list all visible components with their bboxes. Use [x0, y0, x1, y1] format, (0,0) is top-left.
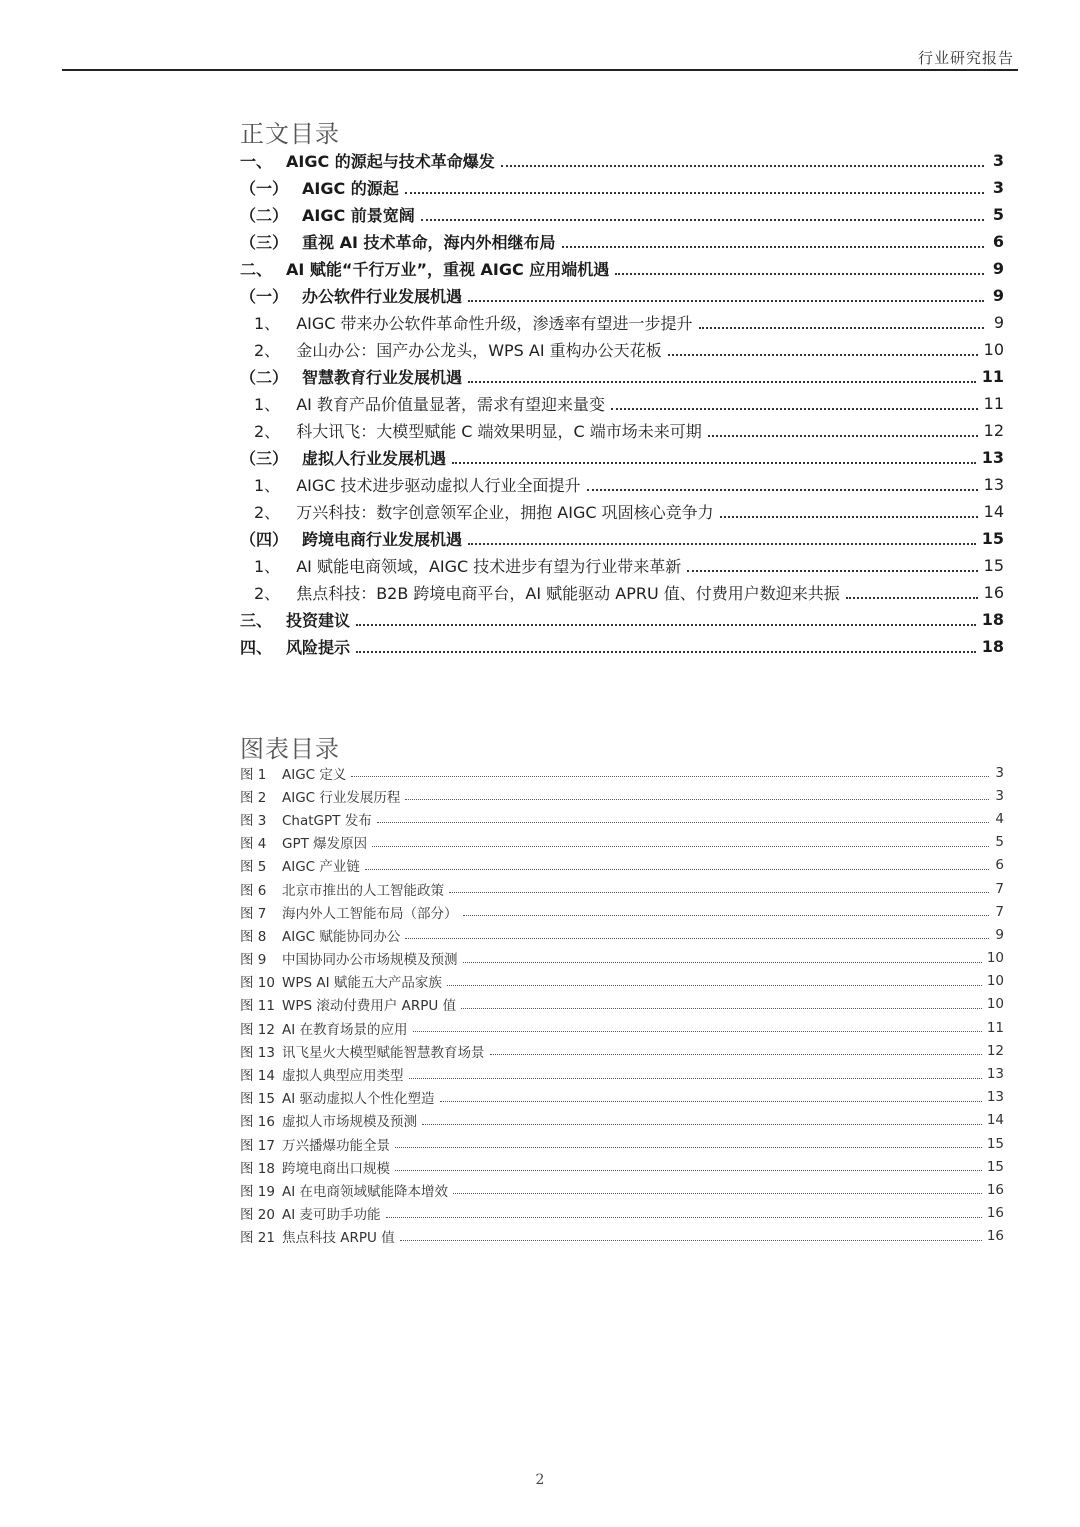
figure-entry-page: 13 [986, 1066, 1004, 1083]
figure-entry-page: 10 [986, 950, 1004, 967]
toc-entry-number: 三、 [240, 611, 273, 630]
dot-leader [699, 327, 984, 329]
figure-entry-number: 图 3 [240, 812, 267, 829]
dot-leader [447, 985, 982, 986]
figure-entry-label: WPS 滚动付费用户 ARPU 值 [282, 998, 457, 1015]
figure-entry[interactable] [240, 1132, 1004, 1155]
figure-entry-page: 7 [995, 903, 1004, 920]
toc-entry-label: AI 赋能“千行万业”，重视 AIGC 应用端机遇 [286, 260, 610, 279]
figure-entry-label: 万兴播爆功能全景 [282, 1137, 390, 1154]
toc-entry[interactable] [240, 498, 1004, 525]
toc-entry-label: AIGC 前景宽阔 [302, 206, 415, 225]
figure-entry-page: 13 [986, 1089, 1004, 1106]
toc-entry-label: AI 赋能电商领域，AIGC 技术进步有望为行业带来革新 [296, 557, 682, 576]
toc-entry-number: 二、 [240, 260, 273, 279]
figure-entry-number: 图 10 [240, 975, 275, 992]
toc-entry-number: 四、 [240, 638, 273, 657]
figure-entry-label: 讯飞星火大模型赋能智慧教育场景 [282, 1044, 485, 1061]
toc-entry-label: AIGC 技术进步驱动虚拟人行业全面提升 [296, 476, 581, 495]
header-divider [62, 69, 1018, 71]
figure-entry-label: AIGC 赋能协同办公 [282, 928, 401, 945]
toc-entry-page: 5 [992, 205, 1004, 224]
toc-entry[interactable] [240, 336, 1004, 363]
figure-entry[interactable] [240, 947, 1004, 970]
toc-entry[interactable] [240, 525, 1004, 552]
toc-entry-page: 9 [992, 259, 1004, 278]
figure-entry-label: AIGC 产业链 [282, 859, 360, 876]
toc-entry-number: 2、 [254, 503, 281, 522]
dot-leader [611, 408, 978, 410]
figure-entry[interactable] [240, 1202, 1004, 1225]
dot-leader [372, 846, 989, 847]
figure-entry[interactable] [240, 877, 1004, 900]
toc-entry-label: 跨境电商行业发展机遇 [302, 530, 463, 549]
figure-entry[interactable] [240, 1016, 1004, 1039]
figure-entry-page: 3 [995, 787, 1004, 804]
toc-title: 正文目录 [240, 120, 340, 148]
toc-entry-label: AI 教育产品价值量显著，需求有望迎来量变 [296, 395, 605, 414]
dot-leader [720, 516, 978, 518]
toc-entry-number: （二） [240, 368, 289, 387]
toc-entry-number: （四） [240, 530, 289, 549]
figure-entry[interactable] [240, 900, 1004, 923]
figure-entry[interactable] [240, 1039, 1004, 1062]
figure-entry-label: WPS AI 赋能五大产品家族 [282, 975, 442, 992]
toc-entry[interactable] [240, 201, 1004, 228]
figure-entry-page: 12 [986, 1042, 1004, 1059]
toc-entry[interactable] [240, 390, 1004, 417]
toc-entry-page: 18 [981, 637, 1004, 656]
figure-entry-label: 跨境电商出口规模 [282, 1160, 390, 1177]
dot-leader [468, 543, 976, 545]
toc-entry-number: （三） [240, 449, 289, 468]
figure-entry-page: 16 [986, 1181, 1004, 1198]
toc-entry-page: 13 [983, 475, 1004, 494]
toc-entry-label: 风险提示 [286, 638, 351, 657]
toc-entry-number: 一、 [240, 152, 273, 171]
toc-entry[interactable] [240, 363, 1004, 390]
figure-entry-page: 9 [995, 926, 1004, 943]
figure-entry-page: 16 [986, 1228, 1004, 1245]
toc-entry-page: 3 [992, 178, 1004, 197]
figure-entry-number: 图 20 [240, 1207, 275, 1224]
toc-entry[interactable] [240, 282, 1004, 309]
toc-entry-page: 12 [983, 421, 1004, 440]
figure-entry-page: 10 [986, 996, 1004, 1013]
toc-entry[interactable] [240, 417, 1004, 444]
toc-entry-label: 虚拟人行业发展机遇 [302, 449, 447, 468]
figure-entry[interactable] [240, 993, 1004, 1016]
dot-leader [587, 489, 978, 491]
toc-entry-page: 11 [981, 367, 1004, 386]
figure-entry-number: 图 4 [240, 836, 267, 853]
toc-entry-number: 2、 [254, 422, 281, 441]
dot-leader [468, 300, 984, 302]
figure-entry-label: AIGC 行业发展历程 [282, 789, 401, 806]
figure-entry-page: 4 [995, 810, 1004, 827]
dot-leader [562, 246, 985, 248]
figure-entry-label: ChatGPT 发布 [282, 812, 372, 829]
dot-leader [405, 938, 989, 939]
toc-entry-number: （三） [240, 233, 289, 252]
dot-leader [405, 799, 989, 800]
figure-entry-number: 图 9 [240, 952, 267, 969]
figure-entry[interactable] [240, 1109, 1004, 1132]
toc-entry-label: 办公软件行业发展机遇 [302, 287, 463, 306]
toc-entry[interactable] [240, 255, 1004, 282]
figure-entry-label: AIGC 定义 [282, 766, 347, 783]
dot-leader [395, 1147, 982, 1148]
table-of-contents [240, 147, 1004, 660]
figure-entry-page: 5 [995, 834, 1004, 851]
toc-entry-number: （一） [240, 287, 289, 306]
figure-entry-number: 图 21 [240, 1230, 275, 1247]
toc-entry-page: 15 [981, 529, 1004, 548]
figure-entry-number: 图 17 [240, 1137, 275, 1154]
toc-entry-page: 10 [983, 340, 1004, 359]
report-type-label: 行业研究报告 [917, 49, 1014, 67]
toc-entry[interactable] [240, 147, 1004, 174]
figure-entry[interactable] [240, 970, 1004, 993]
dot-leader [463, 962, 982, 963]
figure-entry-number: 图 18 [240, 1160, 275, 1177]
toc-entry-label: AIGC 的源起 [302, 179, 399, 198]
figure-entry-number: 图 2 [240, 789, 267, 806]
figure-entry[interactable] [240, 923, 1004, 946]
toc-entry[interactable] [240, 579, 1004, 606]
figure-entry-page: 14 [986, 1112, 1004, 1129]
toc-entry-number: 1、 [254, 557, 281, 576]
dot-leader [490, 1054, 982, 1055]
dot-leader [356, 624, 976, 626]
dot-leader [461, 1008, 982, 1009]
figure-entry-number: 图 13 [240, 1044, 275, 1061]
figure-entry[interactable] [240, 807, 1004, 830]
figure-entry-number: 图 16 [240, 1114, 275, 1131]
figure-entry-number: 图 11 [240, 998, 275, 1015]
dot-leader [377, 822, 989, 823]
figure-entry-label: AI 麦可助手功能 [282, 1207, 381, 1224]
toc-entry-page: 14 [983, 502, 1004, 521]
toc-entry-label: 重视 AI 技术革命，海内外相继布局 [302, 233, 556, 252]
dot-leader [687, 570, 977, 572]
figure-entry-number: 图 8 [240, 928, 267, 945]
dot-leader [501, 165, 984, 167]
dot-leader [400, 1240, 982, 1241]
figure-entry[interactable] [240, 761, 1004, 784]
toc-entry[interactable] [240, 228, 1004, 255]
toc-entry-page: 9 [992, 286, 1004, 305]
figure-entry-number: 图 5 [240, 859, 267, 876]
dot-leader [453, 1193, 982, 1194]
figure-entry-label: GPT 爆发原因 [282, 836, 368, 853]
figure-entry[interactable] [240, 1155, 1004, 1178]
figure-entry-number: 图 14 [240, 1068, 275, 1085]
figure-entry-label: 北京市推出的人工智能政策 [282, 882, 444, 899]
dot-leader [413, 1031, 982, 1032]
toc-entry-label: 科大讯飞：大模型赋能 C 端效果明显，C 端市场未来可期 [296, 422, 702, 441]
figure-entry-number: 图 19 [240, 1183, 275, 1200]
figure-entry-label: 中国协同办公市场规模及预测 [282, 952, 458, 969]
dot-leader [846, 597, 978, 599]
toc-entry-page: 3 [992, 151, 1004, 170]
dot-leader [405, 192, 984, 194]
dot-leader [351, 776, 989, 777]
figure-entry-number: 图 12 [240, 1021, 275, 1038]
toc-entry-number: 1、 [254, 314, 281, 333]
toc-entry-page: 13 [981, 448, 1004, 467]
dot-leader [386, 1217, 982, 1218]
dot-leader [440, 1101, 982, 1102]
toc-entry-label: 投资建议 [286, 611, 351, 630]
dot-leader [449, 892, 989, 893]
toc-entry-number: 2、 [254, 341, 281, 360]
figure-entry-label: 虚拟人市场规模及预测 [282, 1114, 417, 1131]
toc-entry-number: 2、 [254, 584, 281, 603]
dot-leader [365, 869, 989, 870]
figure-entry-page: 7 [995, 880, 1004, 897]
figure-entry-number: 图 7 [240, 905, 267, 922]
toc-entry-number: （二） [240, 206, 289, 225]
toc-entry-number: （一） [240, 179, 289, 198]
toc-entry-page: 9 [993, 313, 1004, 332]
figure-entry-page: 15 [986, 1158, 1004, 1175]
toc-entry-label: 智慧教育行业发展机遇 [302, 368, 463, 387]
toc-entry-label: AIGC 的源起与技术革命爆发 [286, 152, 495, 171]
dot-leader [395, 1170, 982, 1171]
figure-entry[interactable] [240, 1178, 1004, 1201]
figure-entry-page: 16 [986, 1205, 1004, 1222]
figure-entry-page: 10 [986, 973, 1004, 990]
toc-entry[interactable] [240, 633, 1004, 660]
toc-entry[interactable] [240, 606, 1004, 633]
toc-entry[interactable] [240, 309, 1004, 336]
figure-entry-label: 海内外人工智能布局（部分） [282, 905, 458, 922]
figure-entry-label: 焦点科技 ARPU 值 [282, 1230, 395, 1247]
dot-leader [452, 462, 976, 464]
toc-entry-label: 焦点科技：B2B 跨境电商平台，AI 赋能驱动 APRU 值、付费用户数迎来共振 [296, 584, 840, 603]
figure-entry-label: AI 在教育场景的应用 [282, 1021, 408, 1038]
toc-entry-page: 16 [983, 583, 1004, 602]
figure-entry[interactable] [240, 784, 1004, 807]
figure-entry-number: 图 6 [240, 882, 267, 899]
figure-entry-number: 图 15 [240, 1091, 275, 1108]
dot-leader [356, 651, 976, 653]
toc-entry[interactable] [240, 174, 1004, 201]
toc-entry-label: AIGC 带来办公软件革命性升级，渗透率有望进一步提升 [296, 314, 693, 333]
figure-entry-label: AI 在电商领域赋能降本增效 [282, 1183, 449, 1200]
figure-entry[interactable] [240, 1225, 1004, 1248]
figure-entry[interactable] [240, 1062, 1004, 1085]
page-number: 2 [535, 1472, 545, 1488]
toc-entry-number: 1、 [254, 395, 281, 414]
figure-entry-label: AI 驱动虚拟人个性化塑造 [282, 1091, 435, 1108]
figure-entry[interactable] [240, 831, 1004, 854]
figure-list-title: 图表目录 [240, 735, 340, 763]
dot-leader [668, 354, 978, 356]
toc-entry-page: 11 [983, 394, 1004, 413]
toc-entry-page: 18 [981, 610, 1004, 629]
figure-entry-number: 图 1 [240, 766, 267, 783]
figure-entry-page: 11 [986, 1019, 1004, 1036]
toc-entry-label: 万兴科技：数字创意领军企业，拥抱 AIGC 巩固核心竞争力 [296, 503, 714, 522]
dot-leader [422, 1124, 982, 1125]
toc-entry-label: 金山办公：国产办公龙头，WPS AI 重构办公天花板 [296, 341, 662, 360]
toc-entry-page: 15 [983, 556, 1004, 575]
dot-leader [409, 1078, 982, 1079]
dot-leader [468, 381, 976, 383]
dot-leader [421, 219, 984, 221]
toc-entry[interactable] [240, 444, 1004, 471]
figure-entry-label: 虚拟人典型应用类型 [282, 1068, 404, 1085]
toc-entry[interactable] [240, 552, 1004, 579]
figure-entry-page: 15 [986, 1135, 1004, 1152]
toc-entry-page: 6 [992, 232, 1004, 251]
figure-entry[interactable] [240, 1086, 1004, 1109]
figure-entry-page: 6 [995, 857, 1004, 874]
figure-entry[interactable] [240, 854, 1004, 877]
figure-list [240, 761, 1004, 1248]
dot-leader [463, 915, 990, 916]
dot-leader [708, 435, 978, 437]
toc-entry-number: 1、 [254, 476, 281, 495]
toc-entry[interactable] [240, 471, 1004, 498]
figure-entry-page: 3 [995, 764, 1004, 781]
dot-leader [615, 273, 984, 275]
